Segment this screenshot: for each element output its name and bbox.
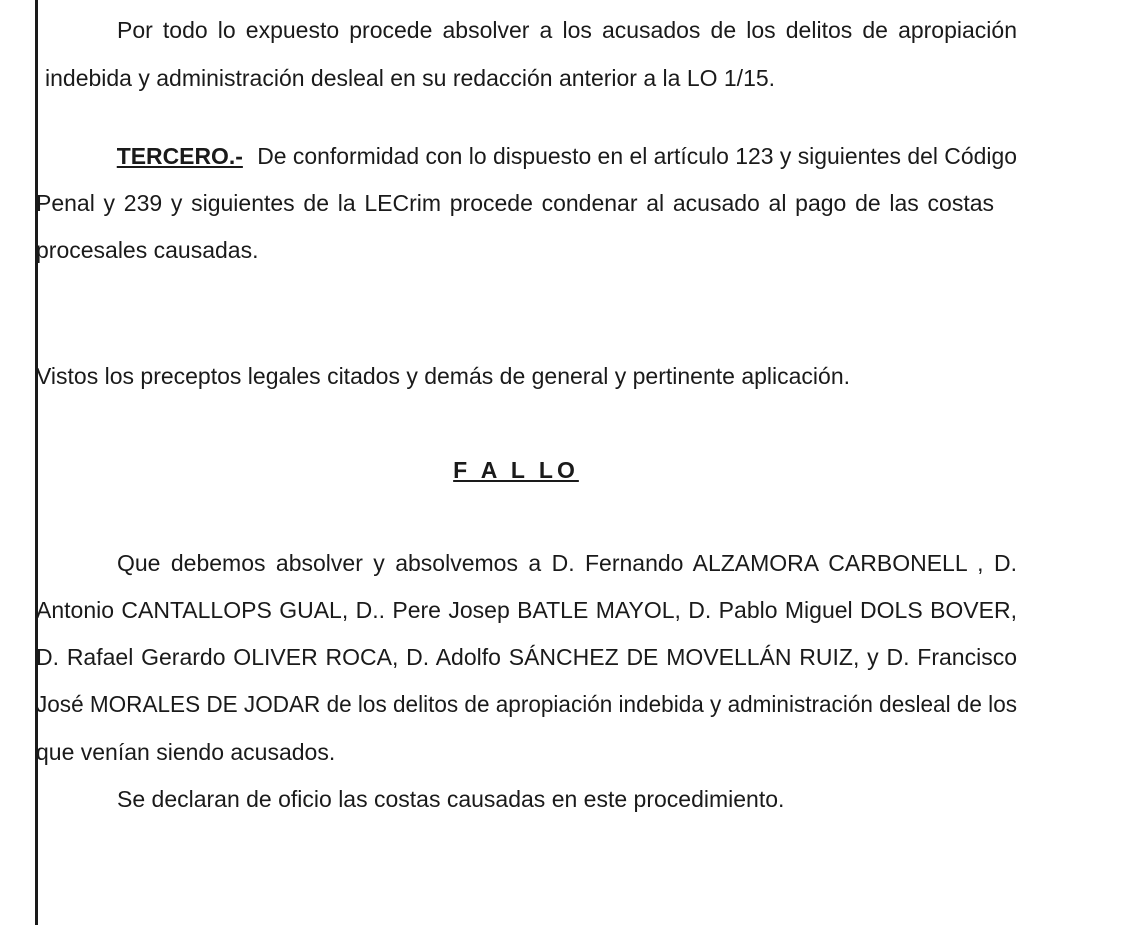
- paragraph-1-line-1: Por todo lo expuesto procede absolver a los acusados de los delitos de apropiación: [117, 17, 1017, 43]
- tercero-heading: TERCERO.-: [116, 143, 243, 169]
- paragraph-2-line-1: [36, 142, 1017, 170]
- paragraph-5-line-1: Se declaran de oficio las costas causadas en este procedimiento.: [117, 786, 785, 812]
- paragraph-2-line-2: Penal y 239 y siguientes de la LECrim procede condenar al acusado al pago de las costas: [36, 190, 994, 216]
- paragraph-4-line-5: que venían siendo acusados.: [36, 739, 336, 765]
- paragraph-4-line-2: Antonio CANTALLOPS GUAL, D.. Pere Josep BATLE MAYOL, D. Pablo Miguel DOLS BOVER,: [36, 597, 1017, 623]
- paragraph-3-line-1: Vistos los preceptos legales citados y demás de general y pertinente aplicación.: [36, 363, 850, 389]
- paragraph-4-line-3: D. Rafael Gerardo OLIVER ROCA, D. Adolfo SÁNCHEZ DE MOVELLÁN RUIZ, y D. Francisco: [36, 644, 1017, 670]
- paragraph-2-line-3: procesales causadas.: [36, 237, 259, 263]
- fallo-heading: F A L LO: [453, 457, 579, 483]
- paragraph-4-line-4: José MORALES DE JODAR de los delitos de apropiación indebida y administración desleal de los: [36, 691, 1018, 717]
- paragraph-4-line-1: Que debemos absolver y absolvemos a D. Fernando ALZAMORA CARBONELL , D.: [117, 550, 1017, 576]
- paragraph-1-line-2: indebida y administración desleal en su redacción anterior a la LO 1/15.: [45, 65, 776, 91]
- paragraph-2-line-1-text: De conformidad con lo dispuesto en el artículo 123 y siguientes del Código: [257, 143, 1017, 169]
- section-title-fallo: [36, 456, 996, 484]
